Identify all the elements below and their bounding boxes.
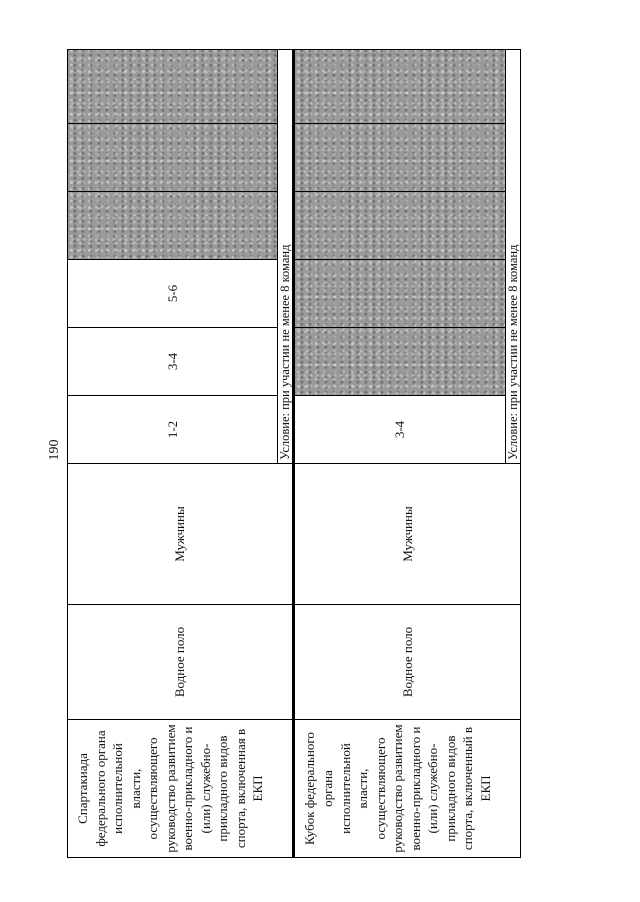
empty-gray-cell xyxy=(68,124,278,192)
sport-cell: Водное поло xyxy=(68,605,294,720)
empty-gray-cell xyxy=(294,50,506,124)
table-area xyxy=(67,50,521,858)
table-row xyxy=(68,50,278,858)
empty-gray-cell xyxy=(68,50,278,124)
empty-gray-cell xyxy=(294,260,506,328)
condition-cell: Условие: при участии не менее 8 команд xyxy=(506,50,521,464)
place-cell: 3-4 xyxy=(68,328,278,396)
competition-cell: Спартакиада федерального органа исполнительной власти, осуществляющего руководство развитием военно-прикладного и (или) служебно-прикладного видов спорта, включенная в ЕКП xyxy=(68,720,294,858)
condition-cell: Условие: при участии не менее 8 команд xyxy=(278,50,294,464)
empty-gray-cell xyxy=(294,124,506,192)
place-cell: 5-6 xyxy=(68,260,278,328)
classification-table xyxy=(67,49,521,858)
gender-cell: Мужчины xyxy=(68,464,294,605)
competition-cell: Кубок федерального органа исполнительной власти, осуществляющего руководство развитием военно-прикладного и (или) служебно-прикладного видов спорта, включенный в ЕКП xyxy=(294,720,521,858)
place-cell: 1-2 xyxy=(68,396,278,464)
empty-gray-cell xyxy=(294,328,506,396)
table-row xyxy=(294,50,506,858)
place-cell: 3-4 xyxy=(294,396,506,464)
empty-gray-cell xyxy=(294,192,506,260)
sport-cell: Водное поло xyxy=(294,605,521,720)
page-number: 190 xyxy=(47,439,62,461)
rotated-table xyxy=(67,50,521,858)
empty-gray-cell xyxy=(68,192,278,260)
gender-cell: Мужчины xyxy=(294,464,521,605)
